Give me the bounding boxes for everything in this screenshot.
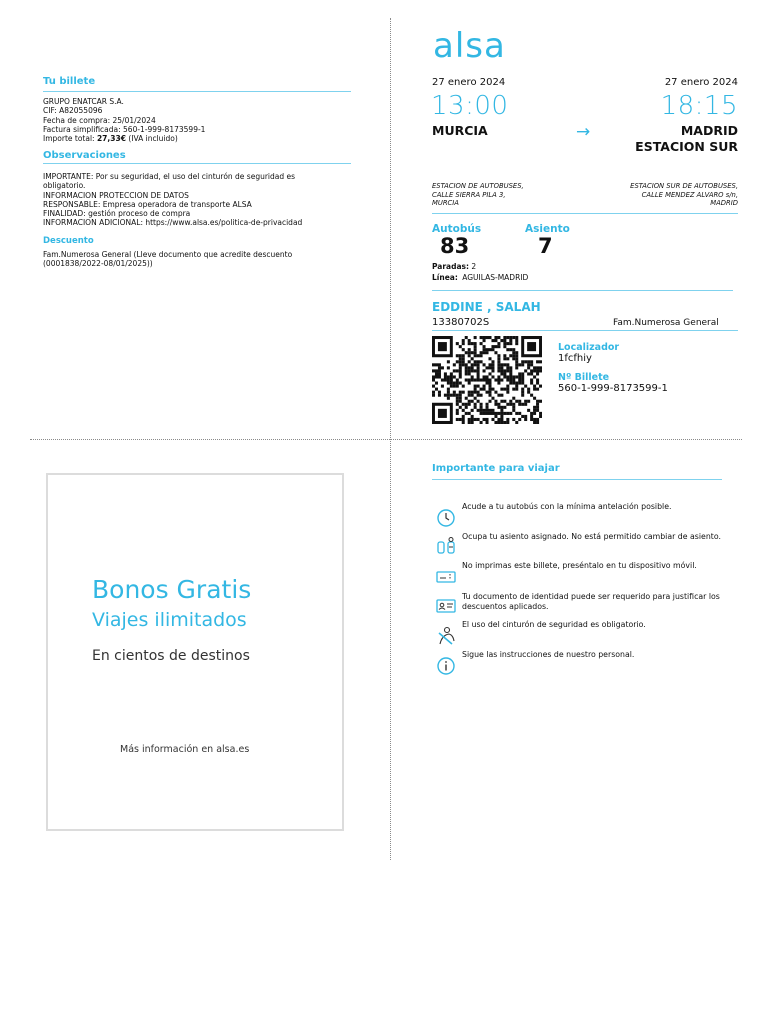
ticket-icon [436,567,456,587]
divider [432,290,733,291]
fold-line-horizontal [30,439,742,440]
arrival-time: 18:15 [660,91,738,121]
promo-footer-link[interactable]: Más información en alsa.es [120,744,250,755]
observaciones-text [43,172,363,228]
tips-title: Importante para viajar [432,463,560,474]
descuento-text [43,250,363,269]
divider [432,479,722,480]
info-icon [436,656,456,676]
address-line: CALLE SIERRA PILA 3, [432,190,506,199]
paradas [432,262,476,271]
passenger-discount: Fam.Numerosa General [613,318,719,328]
promo-title: Bonos Gratis [92,575,252,604]
address-line: ESTACION SUR DE AUTOBUSES, [630,182,738,190]
qr-code [432,336,542,424]
destination-city [635,123,738,155]
linea [432,273,528,282]
invoice-line: Factura simplificada: 560-1-999-8173599-1 [43,124,206,134]
asiento-label: Asiento [525,223,570,235]
origin-date: 27 enero 2024 [432,77,506,88]
paradas-label: Paradas: [432,262,470,271]
obs-line: FINALIDAD: gestión proceso de compra [43,209,191,219]
promo-box [46,473,344,831]
destination-city-line: MADRID [680,123,738,138]
arrow-icon: → [576,122,591,142]
id-card-icon [436,596,456,616]
alsa-logo: alsa [433,26,506,66]
descuento-line: Fam.Numerosa General (Lleve documento que acredite descuento [43,250,293,259]
tu-billete-title: Tu billete [43,76,96,87]
company-line: GRUPO ENATCAR S.A. [43,97,124,106]
obs-line: obligatorio. [43,181,86,191]
localizador-value: 1fcfhiy [558,353,592,364]
divider [432,330,738,331]
purchase-date-line: Fecha de compra: 25/01/2024 [43,115,156,125]
tip-text: No imprimas este billete, preséntalo en tu dispositivo móvil. [462,561,697,570]
tip-text: Sigue las instrucciones de nuestro personal. [462,650,635,659]
passenger-name: EDDINE , SALAH [432,300,541,314]
divider [432,213,738,214]
total-suffix: (IVA incluido) [128,134,178,144]
origin-city: MURCIA [432,123,488,138]
tip-text: Acude a tu autobús con la mínima antelación posible. [462,502,672,511]
destination-station-line: ESTACION SUR [635,139,738,154]
linea-label: Línea: [432,273,458,282]
obs-line: INFORMACION ADICIONAL: https://www.alsa.es/politica-de-privacidad [43,218,303,228]
seat-number: 7 [538,234,553,258]
cif-line: CIF: A82055096 [43,106,103,116]
promo-subtitle: Viajes ilimitados [92,609,247,631]
observaciones-title: Observaciones [43,150,126,161]
destination-date: 27 enero 2024 [664,77,738,88]
departure-time: 13:00 [431,91,509,121]
obs-line: INFORMACION PROTECCION DE DATOS [43,190,189,200]
origin-address [432,182,524,208]
seat-icon [436,536,456,556]
passenger-id: 13380702S [432,317,490,328]
obs-line: RESPONSABLE: Empresa operadora de transporte ALSA [43,199,252,209]
destination-address [630,182,738,208]
billete-label: Nº Billete [558,372,610,383]
tip-text: El uso del cinturón de seguridad es obligatorio. [462,620,646,629]
clock-icon [436,508,456,528]
linea-value: AGUILAS-MADRID [462,273,529,282]
total-line [43,134,353,143]
seatbelt-icon [436,626,456,646]
address-line: MURCIA [432,199,459,207]
address-line: MADRID [710,199,738,207]
descuento-title: Descuento [43,236,94,246]
total-label: Importe total: [43,134,95,144]
tip-text: Ocupa tu asiento asignado. No está permitido cambiar de asiento. [462,532,721,541]
address-line: CALLE MENDEZ ALVARO s/n, [641,190,738,199]
descuento-line: (0001838/2022-08/01/2025)) [43,259,153,269]
address-line: ESTACION DE AUTOBUSES, [432,182,524,190]
divider [43,163,351,164]
promo-tagline: En cientos de destinos [92,648,250,664]
paradas-value: 2 [471,262,477,271]
localizador-label: Localizador [558,342,620,353]
obs-line: IMPORTANTE: Por su seguridad, el uso del cinturón de seguridad es [43,172,296,181]
bus-number: 83 [440,234,470,258]
total-amount: 27,33€ [96,134,126,144]
billete-number: 560-1-999-8173599-1 [558,383,668,394]
autobus-label: Autobús [432,223,482,235]
divider [43,91,351,92]
tu-billete-info [43,97,353,143]
tip-text: Tu documento de identidad puede ser requerido para justificar los descuentos aplicados. [462,592,720,611]
